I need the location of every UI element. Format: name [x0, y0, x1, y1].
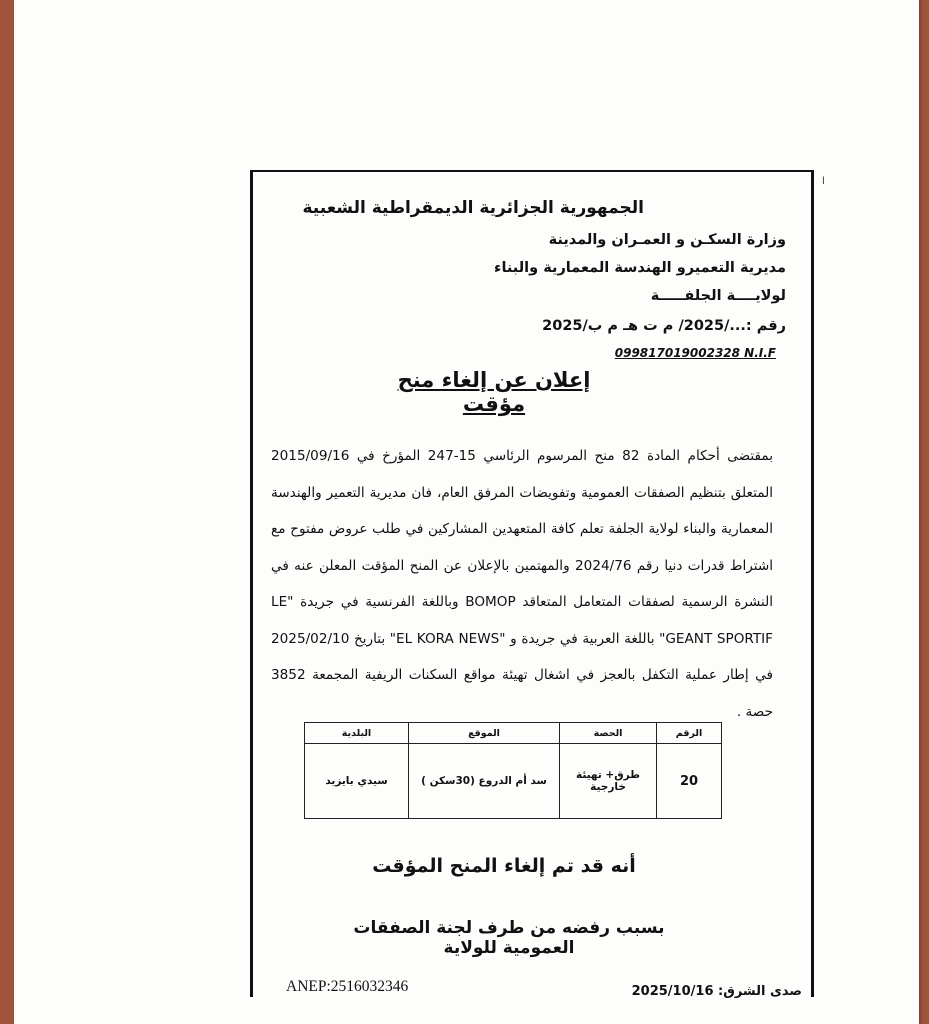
- announcement-title: إعلان عن إلغاء منح مؤقت: [397, 368, 591, 416]
- reference-number: رقم :...‏/2025/ م ت هـ م ب/2025: [542, 318, 786, 334]
- republic-header: الجمهورية الجزائرية الديمقراطية الشعبية: [302, 198, 644, 218]
- col-municipality-header: البلدية: [305, 723, 409, 744]
- cell-location: سد أم الدروع (30سكن ): [409, 744, 560, 819]
- cancellation-reason: بسبب رفضه من طرف لجنة الصفقات العمومية للولاية: [353, 918, 665, 958]
- cancellation-statement: أنه قد تم إلغاء المنح المؤقت: [372, 855, 636, 877]
- wilaya-line: لولايــــة الجلفـــــة: [650, 288, 786, 304]
- col-location-header: الموقع: [409, 723, 560, 744]
- scan-mark: ا: [822, 176, 825, 187]
- table-row: [305, 744, 722, 819]
- scanned-page: [14, 0, 919, 1024]
- newspaper-date: صدى الشرق: 2025/10/16: [631, 984, 802, 999]
- cell-municipality: سيدي بايزيد: [305, 744, 409, 819]
- ministry-line: وزارة السكـن و العمـران والمدينة: [548, 232, 786, 248]
- announcement-body: [271, 438, 773, 730]
- nif-number: 099817019002328 N.I.F: [614, 346, 776, 360]
- anep-reference: ANEP:2516032346: [286, 978, 409, 995]
- directorate-line: مديرية التعميرو الهندسة المعمارية والبناء: [494, 260, 786, 276]
- col-number-header: الرقم: [657, 723, 722, 744]
- cell-number: 20: [657, 744, 722, 819]
- lot-table: [304, 722, 722, 819]
- col-lot-header: الحصة: [560, 723, 657, 744]
- body-paragraph: بمقتضى أحكام المادة 82 منح المرسوم الرئاسي 15-247 المؤرخ في 2015/09/16 المتعلق بتنظيم الصفقات العمومية وتفويضات المرفق العام، فان مديرية التعمير والهندسة المعمارية والبناء لولاية الجلفة تعلم كافة المتعهدين المشاركين في طلب عروض مفتوح مع اشتراط قدرات دنيا رقم 2024/76 والمهتمين بالإعلان عن المنح المؤقت المعلن عنه في النشرة الرسمية لصفقات المتعامل المتعاقد BOMOP وباللغة الفرنسية في جريدة "LE GEANT SPORTIF" باللغة العربية في جريدة و "EL KORA NEWS" بتاريخ 2025/02/10 في إطار عملية التكفل بالعجز في اشغال تهيئة مواقع السكنات الريفية المجمعة 3852 حصة .: [271, 448, 773, 720]
- table-header-row: [305, 723, 722, 744]
- cell-lot: طرق+ تهيئة خارجية: [560, 744, 657, 819]
